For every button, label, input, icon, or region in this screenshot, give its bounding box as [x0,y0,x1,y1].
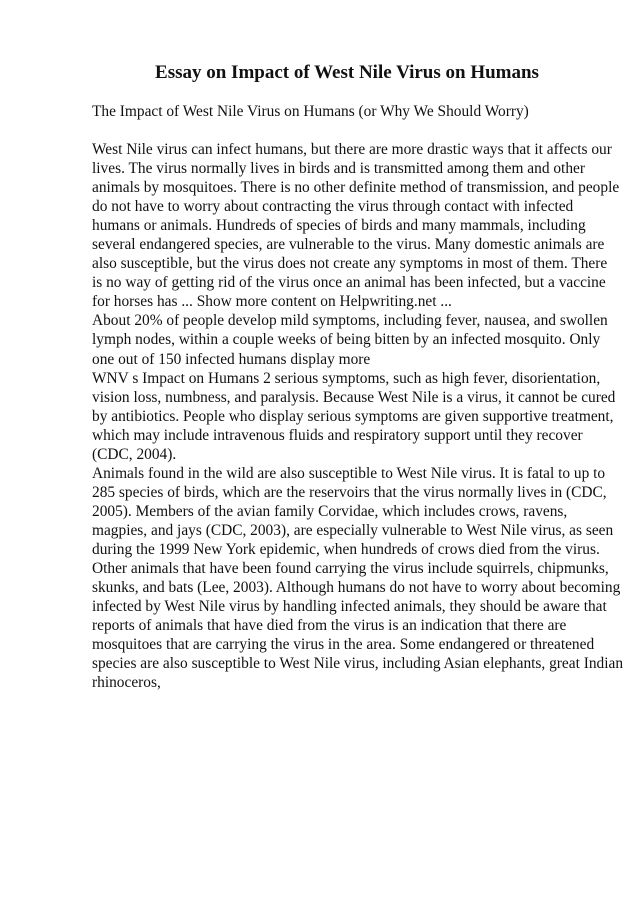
document-page [92,60,624,692]
document-subtitle: The Impact of West Nile Virus on Humans (or Why We Should Worry) [92,103,529,120]
document-title: Essay on Impact of West Nile Virus on Humans [155,62,539,83]
body-line: (CDC, 2004). [92,445,177,463]
body-line: several endangered species, are vulnerable to the virus. Many domestic animals are [92,236,605,254]
body-line: Other animals that have been found carrying the virus include squirrels, chipmunks, [92,560,609,578]
body-line: which may include intravenous fluids and respiratory support until they recover [92,426,583,444]
body-line: during the 1999 New York epidemic, when hundreds of crows died from the virus. [92,540,600,558]
body-line: reports of animals that have died from the virus is an indication that there are [92,617,567,635]
body-line: lives. The virus normally lives in birds and is transmitted among them and other [92,160,585,178]
body-line: Animals found in the wild are also susceptible to West Nile virus. It is fatal to up to [92,464,606,482]
body-line: WNV s Impact on Humans 2 serious symptoms, such as high fever, disorientation, [92,369,601,387]
body-line: one out of 150 infected humans display more [92,350,371,368]
body-line: is no way of getting rid of the virus once an animal has been infected, but a vaccine [92,274,606,292]
body-line: rhinoceros, [92,674,161,692]
body-line: About 20% of people develop mild symptoms, including fever, nausea, and swollen [92,312,608,330]
body-line: West Nile virus can infect humans, but there are more drastic ways that it affects our [92,141,612,158]
body-line: magpies, and jays (CDC, 2003), are especially vulnerable to West Nile virus, as seen [92,521,614,539]
body-line: species are also susceptible to West Nile virus, including Asian elephants, great Indian [92,655,624,673]
body-line: humans or animals. Hundreds of species of birds and many mammals, including [92,217,586,235]
body-line: do not have to worry about contracting the virus through contact with infected [92,198,574,216]
body-line: for horses has ... Show more content on Helpwriting.net ... [92,293,452,311]
document-body [92,140,624,692]
body-line: animals by mosquitoes. There is no other definite method of transmission, and people [92,179,620,197]
body-line: lymph nodes, within a couple weeks of being bitten by an infected mosquito. Only [92,331,601,349]
body-line: vision loss, numbness, and paralysis. Because West Nile is a virus, it cannot be cured [92,388,616,406]
body-line: infected by West Nile virus by handling infected animals, they should be aware that [92,598,607,616]
body-line: 2005). Members of the avian family Corvidae, which includes crows, ravens, [92,502,568,520]
body-line: skunks, and bats (Lee, 2003). Although humans do not have to worry about becoming [92,579,621,597]
body-line: 285 species of birds, which are the reservoirs that the virus normally lives in (CDC, [92,483,607,501]
body-line: by antibiotics. People who display serious symptoms are given supportive treatment, [92,407,614,425]
body-line: also susceptible, but the virus does not create any symptoms in most of them. There [92,255,608,273]
body-line: mosquitoes that are carrying the virus in the area. Some endangered or threatened [92,636,595,654]
